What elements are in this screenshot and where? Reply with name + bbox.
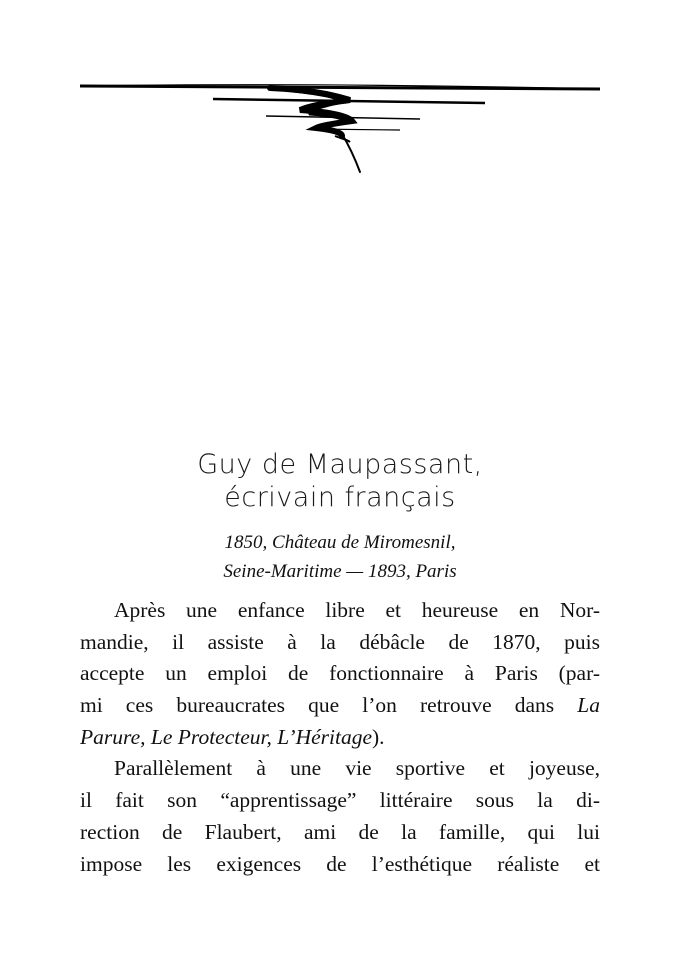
paragraph-1 xyxy=(80,595,600,753)
text-line: accepte un emploi de fonctionnaire à Paris (par- xyxy=(80,661,600,686)
death-info: Seine-Maritime — 1893, Paris xyxy=(223,561,457,582)
text-segment: mi ces bureaucrates que l’on retrouve dans xyxy=(80,693,578,718)
text-line: Après une enfance libre et heureuse en Nor- xyxy=(114,598,600,622)
work-titles: Parure, Le Protecteur, L’Héritage xyxy=(80,724,372,749)
author-dates xyxy=(80,528,600,586)
work-title: La xyxy=(577,693,600,718)
author-descriptor: écrivain français xyxy=(224,482,456,513)
text-line xyxy=(80,722,600,754)
birth-info: 1850, Château de Miromesnil, xyxy=(224,532,456,553)
author-name: Guy de Maupassant, xyxy=(197,449,483,480)
text-line: mandie, il assiste à la débâcle de 1870, puis xyxy=(80,629,600,654)
decorative-ornament-icon xyxy=(80,78,600,178)
paragraph-2 xyxy=(80,753,600,880)
text-line: il fait son “apprentissage” littéraire sous la di- xyxy=(80,788,600,813)
text-line: Parallèlement à une vie sportive et joyeuse, xyxy=(114,756,600,781)
text-line: rection de Flaubert, ami de la famille, qui lui xyxy=(80,819,600,844)
text-line xyxy=(80,690,600,722)
author-heading xyxy=(80,448,600,514)
text-line: impose les exigences de l’esthétique réaliste et xyxy=(80,851,600,876)
biography-text xyxy=(80,595,600,880)
text-segment: ). xyxy=(372,724,385,749)
